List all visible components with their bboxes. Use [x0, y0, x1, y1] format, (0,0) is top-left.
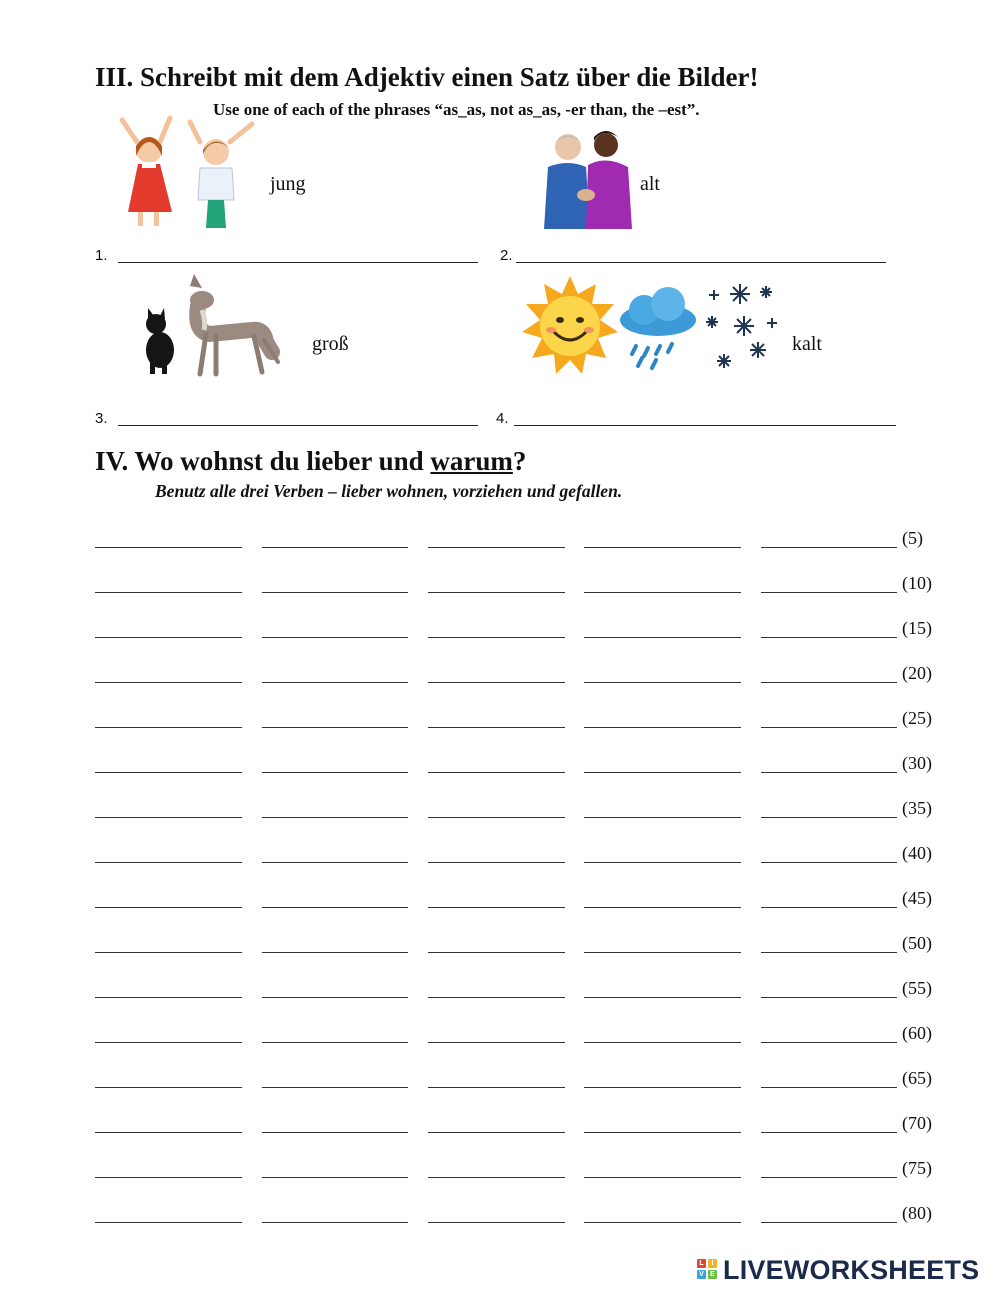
writing-blank[interactable] — [584, 817, 741, 818]
writing-blank[interactable] — [428, 772, 565, 773]
word-count-label: (40) — [902, 843, 932, 863]
writing-blank[interactable] — [95, 772, 242, 773]
writing-blank[interactable] — [262, 1177, 408, 1178]
word-count-label: (45) — [902, 888, 932, 908]
label-gross: groß — [312, 333, 349, 355]
answer-line-3[interactable] — [118, 425, 478, 426]
writing-blank[interactable] — [584, 1087, 741, 1088]
writing-blank[interactable] — [428, 547, 565, 548]
writing-blank[interactable] — [95, 817, 242, 818]
section-4-instruction: Benutz alle drei Verben – lieber wohnen, vorziehen und gefallen. — [155, 481, 623, 501]
writing-blank[interactable] — [761, 682, 897, 683]
writing-blank[interactable] — [95, 997, 242, 998]
writing-blank[interactable] — [262, 682, 408, 683]
writing-blank[interactable] — [95, 547, 242, 548]
logo-letter-l: L — [697, 1259, 706, 1268]
writing-blank[interactable] — [262, 1042, 408, 1043]
writing-blank[interactable] — [761, 772, 897, 773]
writing-blank[interactable] — [761, 1087, 897, 1088]
writing-blank[interactable] — [95, 592, 242, 593]
writing-blank[interactable] — [428, 592, 565, 593]
writing-blank[interactable] — [584, 772, 741, 773]
writing-blank[interactable] — [761, 592, 897, 593]
writing-blank[interactable] — [584, 637, 741, 638]
writing-blank[interactable] — [262, 862, 408, 863]
label-kalt: kalt — [792, 333, 822, 355]
logo-text: LIVEWORKSHEETS — [723, 1255, 980, 1285]
writing-blank[interactable] — [428, 1177, 565, 1178]
writing-blank[interactable] — [761, 862, 897, 863]
writing-blank[interactable] — [761, 727, 897, 728]
writing-blank[interactable] — [428, 1222, 565, 1223]
answer-line-4[interactable] — [514, 425, 896, 426]
writing-blank[interactable] — [262, 997, 408, 998]
writing-blank[interactable] — [428, 727, 565, 728]
section-3-instruction: Use one of each of the phrases “as_as, not as_as, -er than, the –est”. — [213, 100, 700, 119]
writing-blank[interactable] — [761, 1222, 897, 1223]
writing-blank[interactable] — [761, 1132, 897, 1133]
word-count-label: (75) — [902, 1158, 932, 1178]
word-count-label: (65) — [902, 1068, 932, 1088]
word-count-label: (5) — [902, 528, 923, 548]
answer-number-1: 1. — [95, 247, 108, 264]
writing-blank[interactable] — [262, 1087, 408, 1088]
word-count-label: (10) — [902, 573, 932, 593]
logo-letter-e: E — [708, 1270, 717, 1279]
writing-blank[interactable] — [262, 1222, 408, 1223]
logo-letter-i: I — [708, 1259, 717, 1268]
writing-blank[interactable] — [428, 682, 565, 683]
writing-blank[interactable] — [428, 1132, 565, 1133]
writing-blank[interactable] — [584, 997, 741, 998]
word-count-label: (25) — [902, 708, 932, 728]
writing-blank[interactable] — [95, 952, 242, 953]
writing-blank[interactable] — [95, 1087, 242, 1088]
underlined-warum: warum — [430, 446, 513, 476]
writing-blank[interactable] — [584, 1177, 741, 1178]
writing-blank[interactable] — [761, 997, 897, 998]
writing-blank[interactable] — [584, 1042, 741, 1043]
writing-blank[interactable] — [428, 1087, 565, 1088]
liveworksheets-logo — [697, 1255, 993, 1285]
women-image — [538, 125, 638, 235]
answer-number-3: 3. — [95, 410, 108, 427]
answer-line-1[interactable] — [118, 262, 478, 263]
writing-blank[interactable] — [428, 817, 565, 818]
writing-blank[interactable] — [262, 592, 408, 593]
writing-blank[interactable] — [262, 952, 408, 953]
writing-blank[interactable] — [262, 817, 408, 818]
writing-blank[interactable] — [761, 1042, 897, 1043]
writing-blank[interactable] — [95, 1222, 242, 1223]
word-count-label: (50) — [902, 933, 932, 953]
writing-blank[interactable] — [584, 862, 741, 863]
word-count-label: (60) — [902, 1023, 932, 1043]
section-4-title: IV. Wo wohnst du lieber und warum? — [95, 446, 527, 476]
writing-blank[interactable] — [95, 907, 242, 908]
writing-blank[interactable] — [262, 772, 408, 773]
section-3-title: III. Schreibt mit dem Adjektiv einen Satz über die Bilder! — [95, 62, 759, 92]
writing-blank[interactable] — [428, 907, 565, 908]
writing-blank[interactable] — [761, 637, 897, 638]
writing-blank[interactable] — [761, 907, 897, 908]
writing-blank[interactable] — [262, 547, 408, 548]
logo-letter-v: V — [697, 1270, 706, 1279]
label-alt: alt — [640, 173, 660, 195]
writing-blank[interactable] — [95, 1042, 242, 1043]
writing-blank[interactable] — [584, 952, 741, 953]
writing-blank[interactable] — [428, 952, 565, 953]
writing-blank[interactable] — [262, 637, 408, 638]
writing-blank[interactable] — [95, 1177, 242, 1178]
writing-blank[interactable] — [584, 547, 741, 548]
word-count-label: (20) — [902, 663, 932, 683]
writing-blank[interactable] — [95, 862, 242, 863]
writing-blank[interactable] — [95, 682, 242, 683]
word-count-label: (35) — [902, 798, 932, 818]
answer-number-4: 4. — [496, 410, 509, 427]
word-count-label: (55) — [902, 978, 932, 998]
cat-dog-image — [132, 272, 282, 377]
writing-blank[interactable] — [95, 1132, 242, 1133]
writing-blank[interactable] — [584, 682, 741, 683]
writing-blank[interactable] — [761, 952, 897, 953]
writing-blank[interactable] — [262, 727, 408, 728]
writing-blank[interactable] — [262, 907, 408, 908]
snowflakes-icon — [706, 284, 777, 368]
writing-blank[interactable] — [584, 592, 741, 593]
writing-blank[interactable] — [428, 637, 565, 638]
writing-blank[interactable] — [584, 727, 741, 728]
writing-blank[interactable] — [584, 1132, 741, 1133]
word-count-label: (70) — [902, 1113, 932, 1133]
writing-blank[interactable] — [584, 907, 741, 908]
rain-cloud-icon — [620, 287, 696, 368]
word-count-label: (80) — [902, 1203, 932, 1223]
word-count-label: (15) — [902, 618, 932, 638]
writing-blank[interactable] — [428, 862, 565, 863]
writing-blank[interactable] — [262, 1132, 408, 1133]
word-count-label: (30) — [902, 753, 932, 773]
writing-blank[interactable] — [761, 1177, 897, 1178]
writing-blank[interactable] — [761, 817, 897, 818]
answer-line-2[interactable] — [516, 262, 886, 263]
writing-blank[interactable] — [428, 997, 565, 998]
writing-blank[interactable] — [95, 637, 242, 638]
label-jung: jung — [270, 173, 306, 195]
sun-icon — [522, 276, 618, 374]
weather-image — [518, 276, 780, 378]
writing-blank[interactable] — [428, 1042, 565, 1043]
writing-blank[interactable] — [95, 727, 242, 728]
writing-blank[interactable] — [761, 547, 897, 548]
writing-blank[interactable] — [584, 1222, 741, 1223]
answer-number-2: 2. — [500, 247, 513, 264]
children-image — [112, 112, 262, 232]
